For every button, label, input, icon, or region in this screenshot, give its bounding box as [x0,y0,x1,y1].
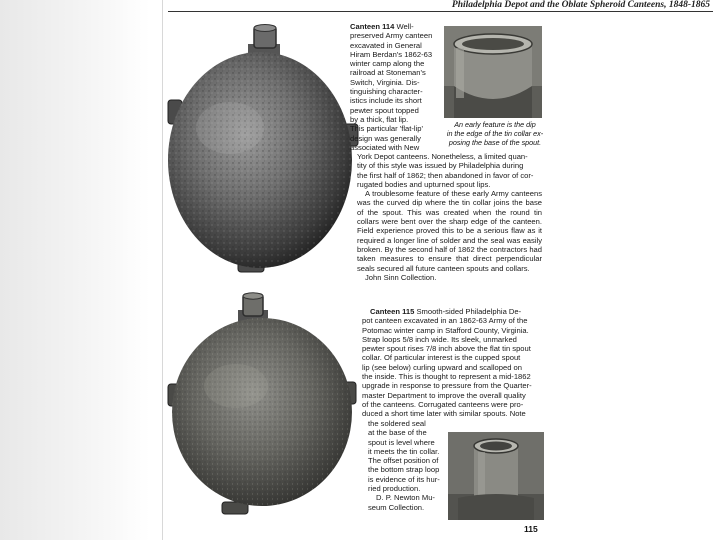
canteen-115-text-wide: Canteen 115 Smooth-sided Philadelphia De- pot canteen excavated in an 1862-63 Army of the Potomac winter camp in Stafford County, Virginia. Strap loops 5/8 inch wide. Its sleek, unmarked pewter spout rises 7/8 inch above the flat tin spout collar. Of particular interest is the cupped spout lip (see below) curling upward and scalloped on the inside. This is thought to represent a mid-1862 upgrade in response to pressure from the Quarter- master Department to improve the overall quality of the canteens. Corrugated canteens were pro- duced a short time later with similar spouts. Note [362,307,532,419]
page-number: 115 [524,524,538,534]
canteen-115-detail-photo [448,432,544,520]
canteen-114-detail-photo [444,26,542,118]
header-rule [168,11,713,12]
canteen-114-caption: An early feature is the dip in the edge of the tin collar ex- posing the base of the spout. [446,120,544,147]
canteen-115-heading: Canteen 115 [370,307,415,316]
canteen-115-photo [164,290,364,520]
canteen-115-text-narrow: the soldered seal at the base of the spout is level where it meets the tin collar. The offset position of the bottom strap loop is evidence of its hur- ried production. D. P. Newton Mu- seum Collection. [368,419,440,512]
page-binding-shadow [0,0,150,540]
running-header: Philadelphia Depot and the Oblate Spheroid Canteens, 1848-1865 [451,0,710,10]
canteen-114-credit: John Sinn Collection. [365,272,437,282]
canteen-114-paragraph-2: A troublesome feature of these early Army canteens was the curved dip where the tin collar joins the base of the spout. This was created when the round tin collars were bent over the sharp edge of the canteen. Field experience proved this to be a serious flaw as it required a longer line of solder and the seal was easily broken. By the second half of 1862 the contractors had taken measures to ensure that direct perpendicular seals secured all future canteen spouts and collars. [357,189,542,273]
canteen-114-text-narrow: Canteen 114 Well- preserved Army canteen excavated in General Hiram Berdan's 1862-63 winter camp along the railroad at Stoneman's Switch, Virginia. Dis- tinguishing character- istics include its short pewter spout topped by a thick, flat lip. This particular 'flat-lip' design was generally associated with New [350,22,433,152]
canteen-114-photo [160,18,360,278]
canteen-114-text-wide: York Depot canteens. Nonetheless, a limited quan- tity of this style was issued by Philadelphia during the first half of 1862; then abandoned in favor of cor- rugated bodies and upturned spout lips. A troublesome feature of these early Army canteens was the curved dip where the tin collar joins the base of the spout. This was created when the round tin collars were bent over the sharp edge of the canteen. Field experience proved this to be a serious flaw as it required a longer line of solder and the seal was easily broken. By the second half of 1862 the contractors had taken measures to ensure that direct perpendicular seals secured all future canteen spouts and collars. John Sinn Collection. [357,152,542,282]
canteen-114-heading: Canteen 114 [350,22,395,31]
